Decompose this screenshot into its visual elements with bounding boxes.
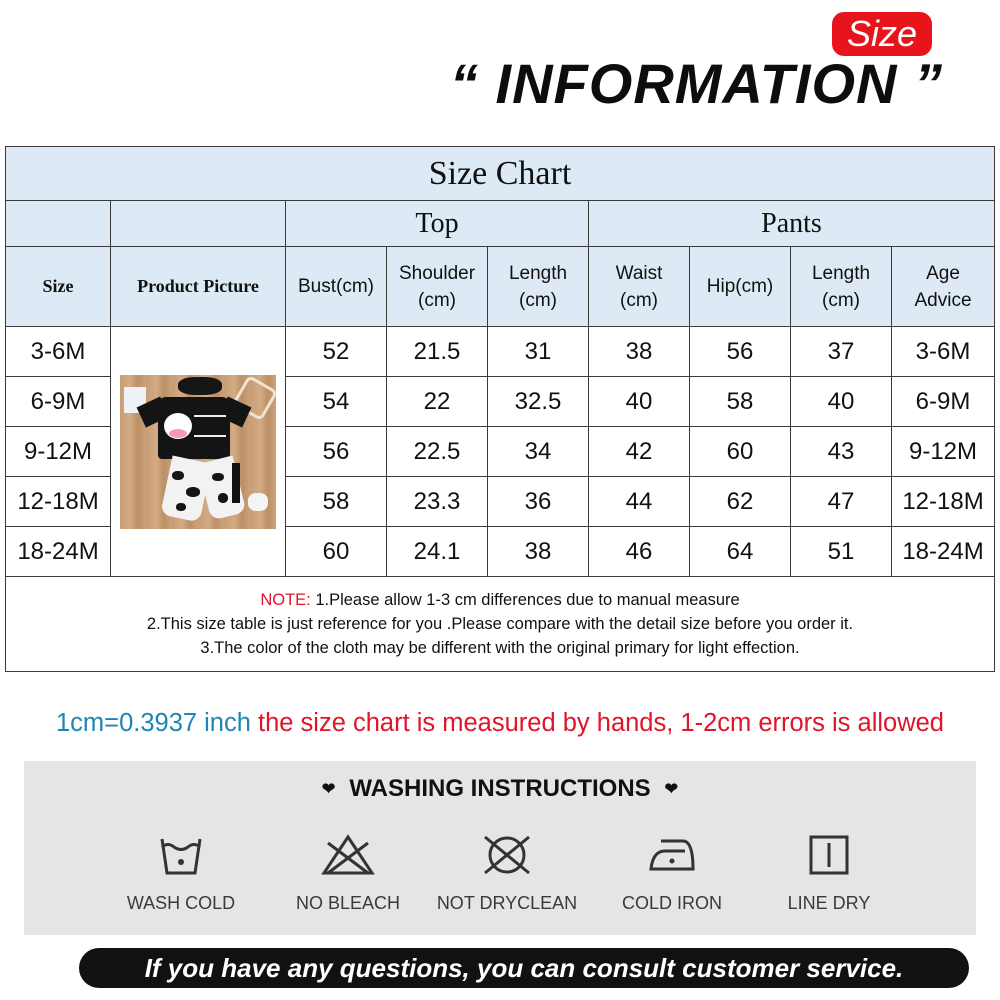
cell-waist: 44	[589, 477, 690, 527]
col-age-advice	[892, 247, 995, 327]
cell-age-advice: 6-9M	[892, 377, 995, 427]
washing-title-text: WASHING INSTRUCTIONS	[349, 775, 651, 802]
cell-size: 18-24M	[6, 527, 111, 577]
wash-cold-icon	[158, 833, 204, 877]
wash-item-not-dryclean	[422, 833, 592, 923]
no-dryclean-icon	[479, 833, 535, 877]
cell-waist: 38	[589, 327, 690, 377]
col-shoulder	[387, 247, 488, 327]
heart-icon: ❤	[664, 780, 679, 798]
size-chart-table	[5, 146, 995, 672]
col-pants-length-line2: (cm)	[822, 289, 860, 311]
size-note	[6, 577, 995, 672]
cell-waist: 40	[589, 377, 690, 427]
group-empty-picture	[111, 201, 286, 247]
group-empty-size	[6, 201, 111, 247]
cell-age-advice: 9-12M	[892, 427, 995, 477]
col-waist-line1: Waist	[615, 262, 663, 284]
col-product-picture: Product Picture	[111, 247, 286, 327]
wash-item-line-dry	[744, 833, 914, 923]
header	[0, 0, 1000, 140]
cell-shoulder: 21.5	[387, 327, 488, 377]
note-label: NOTE:	[260, 591, 311, 609]
heart-icon: ❤	[321, 780, 336, 798]
no-bleach-label: NO BLEACH	[295, 893, 401, 913]
col-pants-length	[791, 247, 892, 327]
cm-conversion: 1cm=0.3937 inch	[56, 709, 251, 737]
group-top: Top	[286, 201, 589, 247]
washing-instructions-title	[24, 771, 976, 807]
washing-instructions-panel	[24, 761, 976, 935]
cell-size: 3-6M	[6, 327, 111, 377]
cell-pants-length: 51	[791, 527, 892, 577]
col-bust: Bust(cm)	[286, 247, 387, 327]
cell-pants-length: 37	[791, 327, 892, 377]
cell-waist: 46	[589, 527, 690, 577]
line-dry-label: LINE DRY	[787, 893, 871, 913]
col-hip: Hip(cm)	[690, 247, 791, 327]
cell-bust: 56	[286, 427, 387, 477]
no-bleach-icon	[320, 833, 376, 877]
cell-hip: 64	[690, 527, 791, 577]
table-row	[6, 327, 995, 377]
customer-service-text: If you have any questions, you can consult customer service.	[144, 953, 904, 983]
col-pants-length-line1: Length	[811, 262, 871, 284]
cell-top-length: 31	[488, 327, 589, 377]
cold-iron-label: COLD IRON	[621, 893, 722, 913]
wash-cold-label: WASH COLD	[126, 893, 236, 913]
product-picture	[120, 375, 276, 529]
size-chart-title: Size Chart	[6, 147, 995, 201]
col-shoulder-line2: (cm)	[418, 289, 456, 311]
cell-size: 12-18M	[6, 477, 111, 527]
measurement-note	[0, 705, 1000, 741]
cell-pants-length: 40	[791, 377, 892, 427]
col-top-length	[488, 247, 589, 327]
cell-pants-length: 47	[791, 477, 892, 527]
cell-hip: 62	[690, 477, 791, 527]
cell-bust: 58	[286, 477, 387, 527]
note-line-1: 1.Please allow 1-3 cm differences due to manual measure	[310, 591, 740, 609]
note-line-3: 3.The color of the cloth may be different with the original primary for light effection.	[200, 639, 800, 657]
cell-hip: 60	[690, 427, 791, 477]
cell-top-length: 34	[488, 427, 589, 477]
cold-iron-icon	[647, 833, 697, 877]
cell-waist: 42	[589, 427, 690, 477]
cell-bust: 52	[286, 327, 387, 377]
cell-age-advice: 12-18M	[892, 477, 995, 527]
cell-hip: 58	[690, 377, 791, 427]
col-top-length-line2: (cm)	[519, 289, 557, 311]
product-picture-cell	[111, 327, 286, 577]
col-size: Size	[6, 247, 111, 327]
cell-hip: 56	[690, 327, 791, 377]
wash-item-cold-iron	[587, 833, 757, 923]
group-pants: Pants	[589, 201, 995, 247]
cell-size: 9-12M	[6, 427, 111, 477]
cell-size: 6-9M	[6, 377, 111, 427]
cell-shoulder: 22.5	[387, 427, 488, 477]
col-waist-line2: (cm)	[620, 289, 658, 311]
cell-pants-length: 43	[791, 427, 892, 477]
cell-shoulder: 23.3	[387, 477, 488, 527]
wash-item-no-bleach	[263, 833, 433, 923]
cell-age-advice: 3-6M	[892, 327, 995, 377]
wash-item-wash-cold	[96, 833, 266, 923]
information-title: “ INFORMATION ”	[450, 52, 944, 115]
cell-top-length: 36	[488, 477, 589, 527]
col-age-line1: Age	[926, 262, 960, 284]
not-dryclean-label: NOT DRYCLEAN	[436, 893, 578, 913]
cell-bust: 60	[286, 527, 387, 577]
col-waist	[589, 247, 690, 327]
col-shoulder-line1: Shoulder	[398, 262, 476, 284]
cell-shoulder: 24.1	[387, 527, 488, 577]
cell-age-advice: 18-24M	[892, 527, 995, 577]
customer-service-banner	[79, 948, 969, 988]
cell-bust: 54	[286, 377, 387, 427]
cell-top-length: 32.5	[488, 377, 589, 427]
measurement-warning: the size chart is measured by hands, 1-2cm errors is allowed	[250, 709, 944, 737]
col-top-length-line1: Length	[508, 262, 568, 284]
note-line-2: 2.This size table is just reference for you .Please compare with the detail size before you order it.	[146, 615, 854, 633]
cell-shoulder: 22	[387, 377, 488, 427]
line-dry-icon	[807, 833, 851, 877]
col-age-line2: Advice	[914, 289, 972, 311]
cell-top-length: 38	[488, 527, 589, 577]
size-badge: Size	[832, 12, 932, 56]
